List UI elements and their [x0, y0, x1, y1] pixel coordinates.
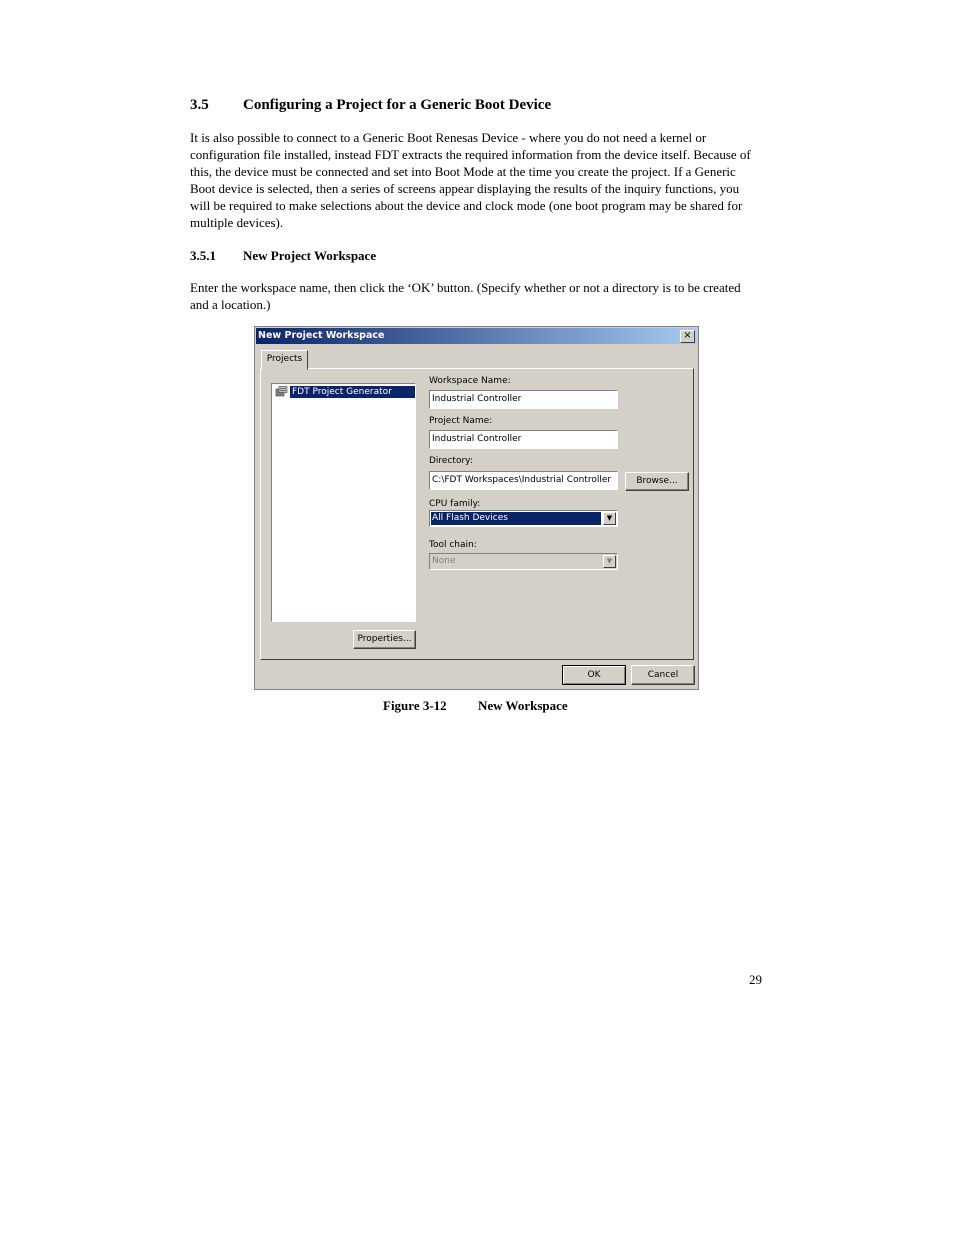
- paragraph-line: and a location.): [190, 297, 271, 312]
- paragraph-line: will be required to make selections about the device and clock mode (one boot program may be shared for: [190, 198, 743, 213]
- paragraph-line: It is also possible to connect to a Generic Boot Renesas Device - where you do not need a kernel or: [190, 130, 707, 145]
- figure-number: Figure 3-12: [383, 698, 447, 713]
- cpu-family-label: CPU family:: [429, 499, 481, 509]
- directory-input[interactable]: C:\FDT Workspaces\Industrial Controller: [429, 471, 618, 490]
- new-project-workspace-dialog: [254, 326, 699, 690]
- project-name-input[interactable]: Industrial Controller: [429, 430, 618, 449]
- figure-title: New Workspace: [478, 698, 568, 713]
- subsection-paragraph: [190, 279, 770, 313]
- tool-chain-label: Tool chain:: [429, 540, 477, 550]
- dialog-title: New Project Workspace: [258, 330, 385, 341]
- subsection-number: 3.5.1: [190, 248, 216, 263]
- tool-chain-select[interactable]: [429, 553, 618, 570]
- tool-chain-value: None: [432, 556, 456, 566]
- browse-button[interactable]: Browse...: [625, 472, 689, 491]
- paragraph-line: Enter the workspace name, then click the ‘OK’ button. (Specify whether or not a directory is to be created: [190, 280, 741, 295]
- project-type-list[interactable]: [271, 383, 416, 622]
- cpu-family-select[interactable]: [429, 510, 618, 527]
- section-number: 3.5: [190, 97, 209, 113]
- workspace-name-label: Workspace Name:: [429, 376, 511, 386]
- subsection-title: New Project Workspace: [243, 248, 377, 263]
- section-title: Configuring a Project for a Generic Boot Device: [243, 97, 552, 113]
- cpu-family-value: All Flash Devices: [431, 512, 601, 525]
- section-paragraph: [190, 129, 770, 231]
- workspace-name-input[interactable]: Industrial Controller: [429, 390, 618, 409]
- paragraph-line: Boot device is selected, then a series of screens appear displaying the results of the inquiry functions, you: [190, 181, 740, 196]
- project-generator-icon: [275, 386, 289, 398]
- properties-button[interactable]: Properties...: [353, 630, 416, 649]
- tab-projects[interactable]: Projects: [261, 350, 308, 370]
- list-item[interactable]: [275, 386, 413, 398]
- cancel-button[interactable]: Cancel: [631, 665, 695, 685]
- paragraph-line: multiple devices).: [190, 215, 284, 230]
- dialog-titlebar: [256, 328, 697, 344]
- paragraph-line: this, the device must be connected and set into Boot Mode at the time you create the project. If a Generic: [190, 164, 736, 179]
- close-button[interactable]: ×: [680, 330, 695, 343]
- list-item-label: FDT Project Generator: [290, 386, 415, 398]
- directory-label: Directory:: [429, 456, 473, 466]
- ok-button[interactable]: OK: [562, 665, 626, 685]
- chevron-down-icon[interactable]: ▼: [603, 512, 616, 525]
- page-number: 29: [749, 972, 762, 987]
- project-name-label: Project Name:: [429, 416, 493, 426]
- chevron-down-icon: ▼: [603, 555, 616, 568]
- paragraph-line: configuration file installed, instead FDT extracts the required information from the device itself. Because of: [190, 147, 751, 162]
